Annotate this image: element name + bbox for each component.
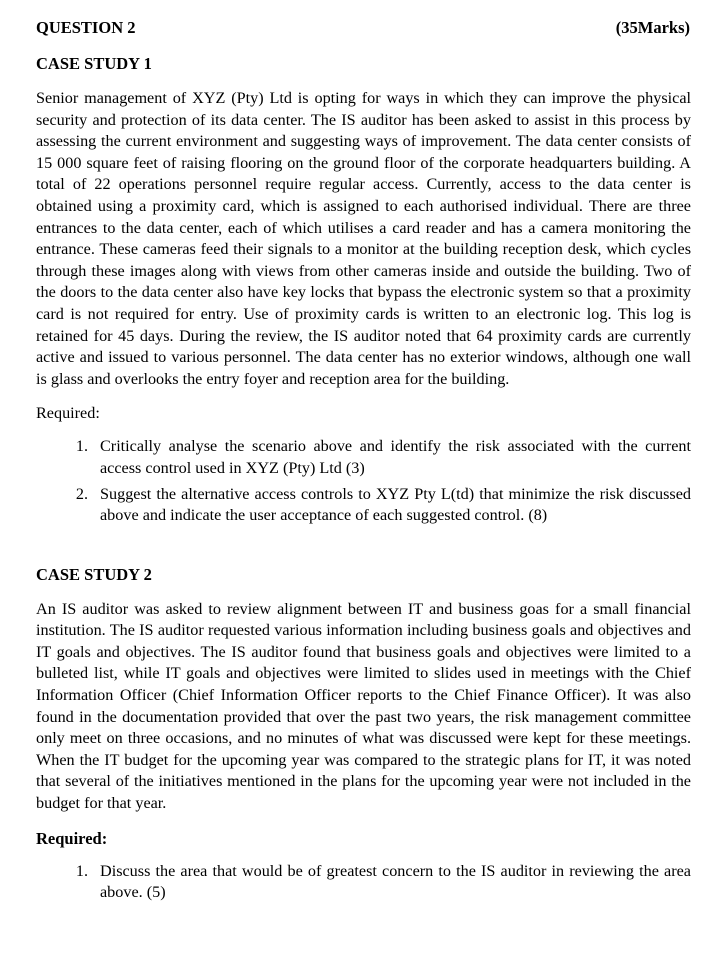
question-header bbox=[36, 18, 691, 44]
list-item-text: Discuss the area that would be of greatest concern to the IS auditor in reviewing the area above. (5) bbox=[100, 861, 691, 902]
case-study-2-paragraph: An IS auditor was asked to review alignment between IT and business goas for a small financial institution. The IS auditor requested various information including business goals and objectives and IT goals and objectives. The IS auditor found that business goals and objectives were limited to a bulleted list, while IT goals and objectives were limited to slides used in meetings with the Chief Information Officer (Chief Information Officer reports to the Chief Finance Officer). It was also found in the documentation provided that over the past two years, the risk management committee only meet on three occasions, and no minutes of what was discussed were kept for these meetings. When the IT budget for the upcoming year was compared to the strategic plans for IT, it was noted that several of the initiatives mentioned in the plans for the upcoming year were not included in the budget for that year. bbox=[36, 599, 691, 813]
list-item bbox=[36, 436, 691, 479]
case-study-2-requirements bbox=[36, 861, 691, 904]
case-study-2-title: CASE STUDY 2 bbox=[36, 564, 152, 584]
list-item bbox=[36, 861, 691, 904]
list-item-text: Critically analyse the scenario above and identify the risk associated with the current access control used in XYZ (Pty) Ltd (3) bbox=[100, 437, 691, 477]
list-item-number: 1. bbox=[75, 861, 88, 880]
question-title: QUESTION 2 bbox=[36, 18, 136, 37]
case-study-1-requirements bbox=[36, 436, 691, 526]
case-study-2-required-label: Required: bbox=[36, 828, 108, 848]
list-item-text: Suggest the alternative access controls to XYZ Pty L(td) that minimize the risk discussed above and indicate the user acceptance of each suggested control. (8) bbox=[100, 484, 691, 525]
list-item-number: 2. bbox=[75, 484, 88, 503]
document-page bbox=[36, 18, 691, 908]
case-study-1-required-label: Required: bbox=[36, 404, 100, 423]
case-study-1-paragraph: Senior management of XYZ (Pty) Ltd is opting for ways in which they can improve the physical security and protection of its data center. The IS auditor has been asked to assist in this process by assessing the current environment and suggesting ways of improvement. The data center consists of 15 000 square feet of raising flooring on the ground floor of the corporate headquarters building. A total of 22 operations personnel require regular access. Currently, access to the data center is obtained using a proximity card, which is assigned to each authorised individual. There are three entrances to the data center, each of which utilises a card reader and has a camera monitoring the entrance. These cameras feed their signals to a monitor at the building reception desk, which cycles through these images along with views from other cameras inside and outside the building. Two of the doors to the data center also have key locks that bypass the electronic system so that a proximity card is not required for entry. Use of proximity cards is written to an electronic log. This log is retained for 45 days. During the review, the IS auditor noted that 64 proximity cards are currently active and issued to various personnel. The data center has no exterior windows, although one wall is glass and overlooks the entry foyer and reception area for the building. bbox=[36, 89, 691, 388]
case-study-1-title: CASE STUDY 1 bbox=[36, 54, 152, 73]
marks-label: (35Marks) bbox=[615, 18, 690, 37]
list-item-number: 1. bbox=[75, 437, 88, 456]
list-item bbox=[36, 484, 691, 527]
